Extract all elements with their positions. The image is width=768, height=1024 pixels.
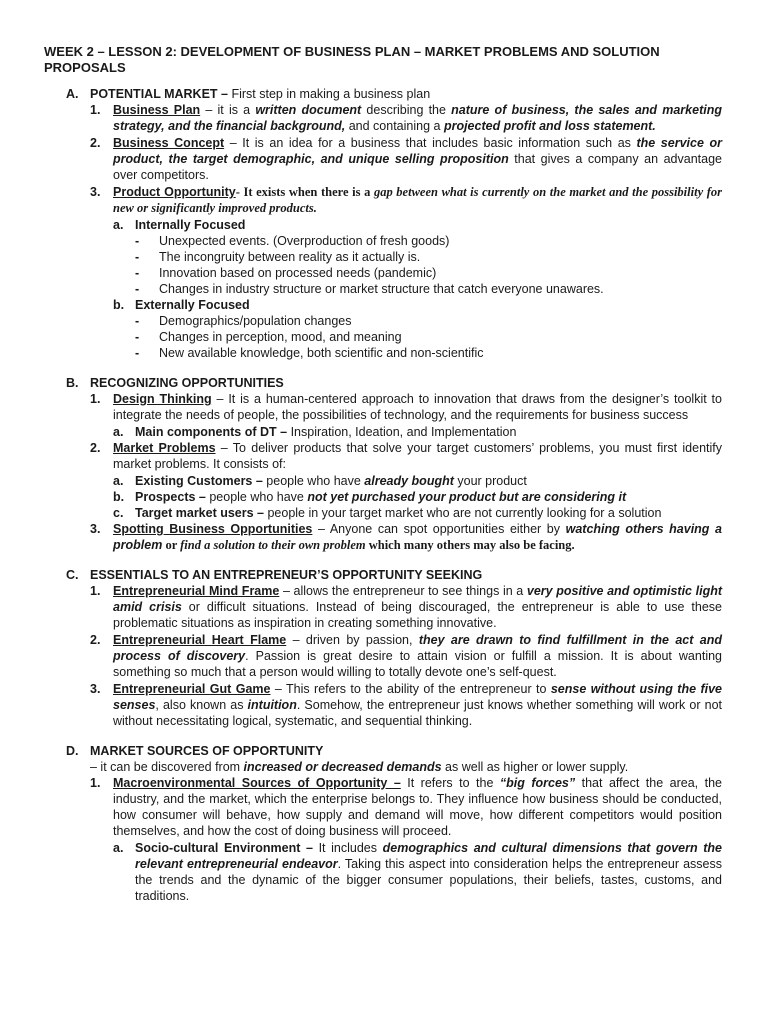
- term: Business Concept: [113, 136, 225, 150]
- section-title: MARKET SOURCES OF OPPORTUNITY: [90, 744, 324, 758]
- list-item-business-plan: 1. Business Plan – it is a written document describing the nature of business, the sales and marketing strategy, and the financial background, and containing a projected profit and loss statement.: [90, 103, 722, 133]
- sub-dt-components: a. Main components of DT – Inspiration, Ideation, and Implementation: [113, 425, 517, 439]
- section-recognizing-opportunities: [44, 375, 722, 553]
- document-page: [44, 44, 722, 918]
- section-subtitle: First step in making a business plan: [227, 87, 431, 101]
- list-item: - Changes in perception, mood, and meaning: [135, 329, 722, 345]
- sub-target-market-users: c. Target market users – people in your target market who are not currently looking for a solution: [113, 506, 662, 520]
- list-item-macroenvironmental: 1. Macroenvironmental Sources of Opportunity – It refers to the “big forces” that affect the area, the industry, and the market, which the enterprise belongs to. They influence how business should be conducted, how consumer will behave, how supply and demand will move, how different competitors would position themselves, and how the cost of doing business will proceed.: [90, 776, 722, 838]
- section-title: RECOGNIZING OPPORTUNITIES: [90, 376, 284, 390]
- list-item-design-thinking: 1. Design Thinking – It is a human-centered approach to innovation that draws from the designer’s toolkit to integrate the needs of people, the possibilities of technology, and the requirements for business success: [90, 392, 722, 422]
- list-item: - New available knowledge, both scientific and non-scientific: [135, 345, 722, 361]
- list-item: - Innovation based on processed needs (pandemic): [135, 265, 722, 281]
- sub-internally-focused: a. Internally Focused - Unexpected events. (Overproduction of fresh goods) - The incongruity between reality as it actually is. - Innovation based on processed needs (pandemic) - Changes in industry structure or market structure that catch everyone unawares.: [113, 217, 722, 297]
- section-potential-market: [44, 86, 722, 361]
- list-item-market-problems: 2. Market Problems – To deliver products that solve your target customers’ problems, you must first identify market problems. It consists of:: [90, 441, 722, 471]
- sub-existing-customers: a. Existing Customers – people who have already bought your product: [113, 474, 527, 488]
- section-market-sources: [44, 743, 722, 904]
- list-item-gut-game: 3. Entrepreneurial Gut Game – This refers to the ability of the entrepreneur to sense without using the five senses, also known as intuition. Somehow, the entrepreneur just knows whether something will work or not without necessitating logical, systematic, and sequential thinking.: [90, 682, 722, 728]
- list-item-heart-flame: 2. Entrepreneurial Heart Flame – driven by passion, they are drawn to find fulfillment in the act and process of discovery. Passion is great desire to attain vision or fulfill a mission. It is about wanting something so much that a person would willing to totally devote one’s self-quest.: [90, 633, 723, 679]
- section-intro: – it can be discovered from increased or decreased demands as well as higher or lower supply.: [90, 760, 629, 774]
- list-item: - Demographics/population changes: [135, 313, 722, 329]
- term: Business Plan: [113, 103, 201, 117]
- sub-socio-cultural: a. Socio-cultural Environment – It includes demographics and cultural dimensions that govern the relevant entrepreneurial endeavor. Taking this aspect into consideration helps the entrepreneur assess the trends and the dynamic of the bigger consumer populations, their beliefs, tastes, customs, and traditions.: [113, 841, 722, 903]
- section-heading: [66, 86, 722, 102]
- section-essentials: [44, 567, 722, 729]
- term: Product Opportunity: [113, 185, 236, 199]
- list-item: - Changes in industry structure or market structure that catch everyone unawares.: [135, 281, 722, 297]
- section-title: ESSENTIALS TO AN ENTREPRENEUR’S OPPORTUNITY SEEKING: [90, 568, 483, 582]
- section-heading: C. ESSENTIALS TO AN ENTREPRENEUR’S OPPORTUNITY SEEKING: [66, 568, 483, 582]
- section-heading: D. MARKET SOURCES OF OPPORTUNITY: [66, 744, 324, 758]
- section-letter: A.: [66, 87, 79, 101]
- list-item-product-opportunity: 3. Product Opportunity- It exists when there is a gap between what is currently on the market and the possibility for new or significantly improved products.: [90, 185, 723, 215]
- list-item-mind-frame: 1. Entrepreneurial Mind Frame – allows the entrepreneur to see things in a very positive and optimistic light amid crisis or difficult situations. Instead of being discouraged, the entrepreneur is able to use these problematic situations as inspiration in creating something innovative.: [90, 584, 723, 630]
- list-item-spotting-opportunities: 3. Spotting Business Opportunities – Anyone can spot opportunities either by watching others having a problem or find a solution to their own problem which many others may also be facing.: [90, 522, 722, 552]
- list-item-business-concept: 2. Business Concept – It is an idea for a business that includes basic information such as the service or product, the target demographic, and unique selling proposition that gives a company an advantage over competitors.: [90, 136, 722, 182]
- sub-prospects: b. Prospects – people who have not yet purchased your product but are considering it: [113, 490, 627, 504]
- list-item: - Unexpected events. (Overproduction of fresh goods): [135, 233, 722, 249]
- list-item: - The incongruity between reality as it actually is.: [135, 249, 722, 265]
- page-title: WEEK 2 – LESSON 2: DEVELOPMENT OF BUSINESS PLAN – MARKET PROBLEMS AND SOLUTION PROPOSALS: [44, 44, 660, 75]
- section-heading: B. RECOGNIZING OPPORTUNITIES: [66, 376, 284, 390]
- sub-externally-focused: b. Externally Focused - Demographics/population changes - Changes in perception, mood, and meaning - New available knowledge, both scientific and non-scientific: [113, 297, 722, 361]
- section-title: POTENTIAL MARKET –: [90, 87, 228, 101]
